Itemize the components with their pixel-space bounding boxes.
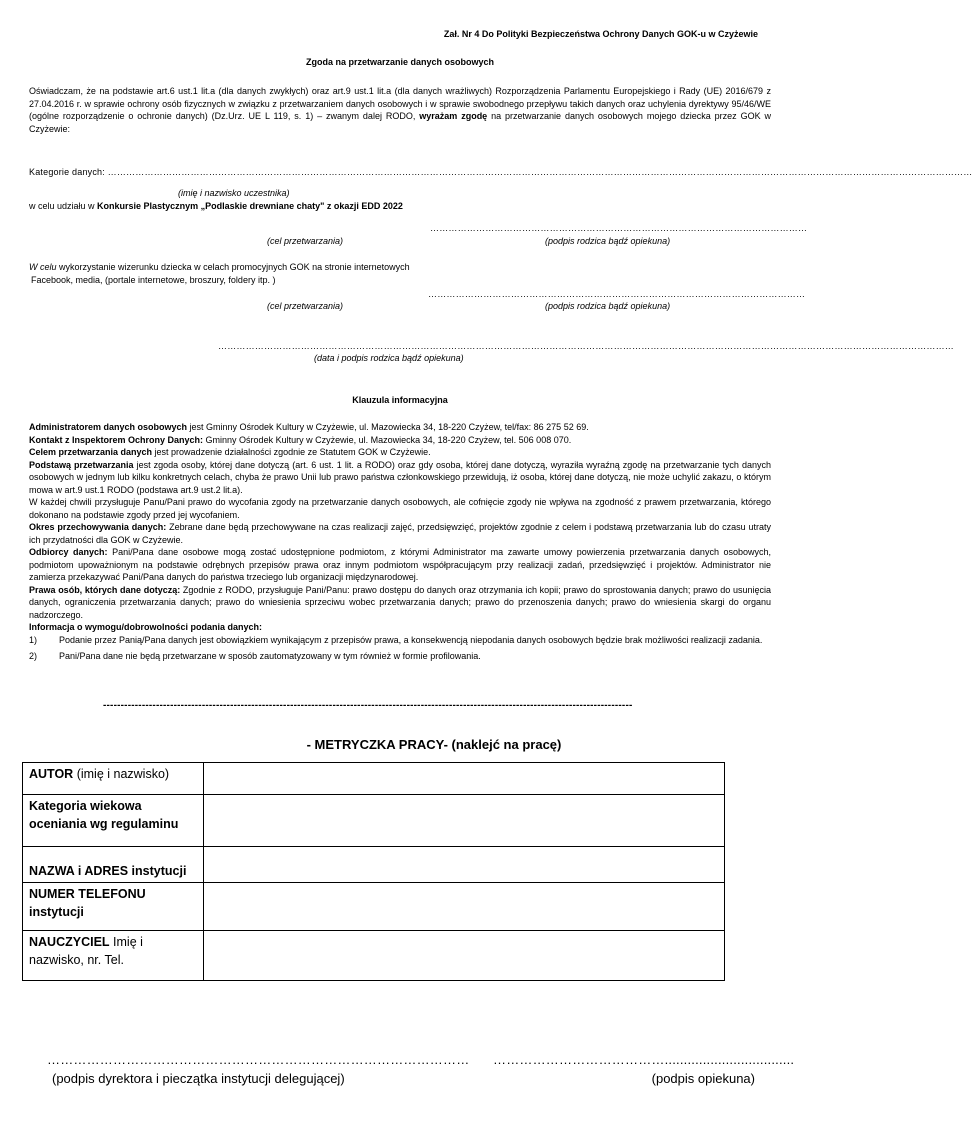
separator-line: ------------------------------------------------------------------------------------------------------------------------------------------------------ — [103, 700, 633, 711]
consent-intro-bold: wyrażam zgodę — [419, 111, 488, 121]
clause-item-1-num: 1) — [29, 634, 38, 645]
clause-item-2 — [29, 650, 771, 663]
clause-item-2-num: 2) — [29, 651, 38, 661]
signature-dots-1: …………………………………………………………………………………………………………… — [430, 223, 808, 233]
director-signature-dots: …………………………………………………………………………………… — [47, 1052, 470, 1067]
clause-basis-label: Podstawą przetwarzania — [29, 459, 134, 470]
clause-period-label: Okres przechowywania danych: — [29, 522, 167, 532]
clause-item-1 — [29, 634, 771, 647]
purpose-competition — [29, 200, 403, 213]
guardian-signature-dots: ………………………………….................................. — [493, 1052, 795, 1067]
director-signature-caption: (podpis dyrektora i pieczątka instytucji delegującej) — [52, 1071, 345, 1086]
purpose-competition-prefix: w celu udziału w — [29, 201, 98, 211]
signature-caption-2: (podpis rodzica bądź opiekuna) — [545, 301, 671, 311]
clause-goal-label: Celem przetwarzania danych — [29, 447, 153, 457]
date-signature-dots: …………………………………………………………………………………………………………………………………………………………………………………………………………………… — [218, 341, 954, 351]
clause-recipients — [29, 546, 771, 584]
clause-goal — [29, 446, 771, 459]
table-row — [23, 795, 725, 847]
purpose-caption-2: (cel przetwarzania) — [267, 301, 344, 311]
clause-basis — [29, 459, 771, 497]
age-category-label — [23, 795, 204, 847]
phone-field[interactable] — [204, 883, 725, 931]
consent-title: Zgoda na przetwarzanie danych osobowych — [305, 57, 495, 67]
age-category-field[interactable] — [204, 795, 725, 847]
purpose-image — [29, 261, 529, 286]
author-label — [23, 763, 204, 795]
date-signature-caption: (data i podpis rodzica bądź opiekuna) — [314, 353, 464, 363]
age-category-label-bold: Kategoria wiekowa oceniania wg regulaminu — [29, 799, 179, 831]
author-field[interactable] — [204, 763, 725, 795]
purpose-image-prefix: W celu — [29, 262, 57, 272]
table-row — [23, 847, 725, 883]
clause-recipients-label: Odbiorcy danych: — [29, 547, 108, 557]
participant-caption: (imię i nazwisko uczestnika) — [178, 188, 290, 198]
consent-intro-end: na przetwarzanie danych osobowych mojego dziecka przez GOK w Czyżewie: — [29, 111, 771, 134]
purpose-caption-1: (cel przetwarzania) — [267, 236, 344, 246]
clause-period-text: Zebrane dane będą przechowywane na czas realizacji zajęć, przedsięwzięć, projektów zgodnie z celem i podstawą przetwarzania lub do czasu utraty ich przydatności dla GOK w Czyżewie. — [29, 522, 771, 545]
clause-contact — [29, 434, 771, 447]
categories-label: Kategorie danych: — [29, 167, 108, 177]
purpose-competition-name: Konkursie Plastycznym „Podlaskie drewniane chaty" z okazji EDD 2022 — [97, 201, 403, 211]
clause-period — [29, 521, 771, 546]
teacher-label — [23, 931, 204, 981]
teacher-label-rest: Imię i nazwisko, nr. Tel. — [29, 935, 143, 967]
metryczka-title: - METRYCZKA PRACY- (naklejć na pracę) — [306, 737, 562, 752]
teacher-label-bold: NAUCZYCIEL — [29, 935, 110, 949]
clause-info-label: Informacja o wymogu/dobrowolności podania danych: — [29, 622, 263, 632]
categories-line — [29, 166, 972, 179]
signature-dots-2: …………………………………………………………………………………………………………… — [428, 289, 806, 299]
table-row — [23, 883, 725, 931]
guardian-signature-caption: (podpis opiekuna) — [651, 1071, 755, 1086]
annex-reference: Zał. Nr 4 Do Polityki Bezpieczeństwa Ochrony Danych GOK-u w Czyżewie — [443, 29, 758, 39]
clause-contact-text: Gminny Ośrodek Kultury w Czyżewie, ul. Mazowiecka 34, 18-220 Czyżew, tel. 506 008 070. — [203, 434, 572, 445]
phone-label — [23, 883, 204, 931]
consent-intro-text: Oświadczam, że na podstawie art.6 ust.1 lit.a (dla danych zwykłych) oraz art.9 ust.1 lit.a (dla danych wrażliwych) Rozporządzenia Parlamentu Europejskiego i Rady (UE) 2016/679 z 27.04.2016 r. w sprawie ochrony osób fizycznych w związku z przetwarzaniem danych osobowych i w sprawie swobodnego przepływu takich danych oraz uchylenia dyrektywy 95/46/WE (ogólne rozporządzenie o ochronie danych) (Dz.Urz. UE L 119, s. 1) – zwanym dalej RODO, — [29, 86, 771, 121]
clause-admin — [29, 421, 771, 434]
author-label-rest: (imię i nazwisko) — [73, 767, 170, 781]
phone-label-bold: NUMER TELEFONU instytucji — [29, 887, 146, 919]
clause-title: Klauzula informacyjna — [352, 395, 448, 405]
clause-basis-text: jest zgoda osoby, której dane dotyczą (art. 6 ust. 1 lit. a RODO) oraz gdy osoba, której dane dotyczą, wyraziła wyraźną zgodę na przetwarzanie tych danych osobowych w jednym lub kilku konkretnych celach, chyba że prawo Unii lub prawo państwa członkowskiego przewidują, iż osoba, której dane dotyczą, nie może uchylić zakazu, o którym mowa w art.9 ust.1 RODO (podstawa art.9 ust.2 lit.a). — [29, 459, 771, 495]
consent-intro — [29, 85, 771, 135]
metryczka-table — [22, 762, 725, 981]
clause-admin-text: jest Gminny Ośrodek Kultury w Czyżewie, ul. Mazowiecka 34, 18-220 Czyżew, tel/fax: 86 275 52 69. — [187, 422, 589, 432]
clause-withdraw: W każdej chwili przysługuje Panu/Pani prawo do wycofania zgody na przetwarzanie danych osobowych, ale cofnięcie zgody nie wpływa na zgodność z prawem przetwarzania, którego dokonano na podstawie zgody przed jej wycofaniem. — [29, 497, 771, 520]
author-label-bold: AUTOR — [29, 767, 74, 781]
table-row — [23, 931, 725, 981]
clause-rights-label: Prawa osób, których dane dotyczą: — [29, 584, 181, 595]
clause-item-1-text: Podanie przez Panią/Pana danych jest obowiązkiem wynikającym z przepisów prawa, a konsekwencją niepodania danych osobowych będzie brak możliwości realizacji zadania. — [59, 634, 763, 645]
clause-body — [29, 421, 771, 663]
institution-label-bold: NAZWA i ADRES instytucji — [29, 864, 187, 878]
clause-admin-label: Administratorem danych osobowych — [29, 422, 188, 432]
clause-item-2-text: Pani/Pana dane nie będą przetwarzane w sposób zautomatyzowany w tym również w formie profilowania. — [59, 651, 481, 661]
clause-contact-label: Kontakt z Inspektorem Ochrony Danych: — [29, 434, 204, 445]
institution-label — [23, 847, 204, 883]
categories-dots: ………………………………………………………………………………………………………………………………………………………………………………………………………………………………………………………… — [107, 167, 972, 177]
signature-caption-1: (podpis rodzica bądź opiekuna) — [545, 236, 671, 246]
table-row — [23, 763, 725, 795]
clause-rights — [29, 584, 771, 622]
purpose-image-line2: Facebook, media, (portale internetowe, broszury, foldery itp. ) — [31, 274, 276, 285]
clause-goal-text: jest prowadzenie działalności zgodnie ze Statutem GOK w Czyżewie. — [152, 447, 431, 457]
purpose-image-line1: wykorzystanie wizerunku dziecka w celach promocyjnych GOK na stronie internetowych — [56, 262, 410, 272]
clause-recipients-text: Pani/Pana dane osobowe mogą zostać udostępnione podmiotom, z którymi Administrator ma zawarte umowy powierzenia przetwarzania danych osobowych, podmiotom upoważnionym na podstawie odrębnych przepisów prawa oraz innym podmiotom współpracującym przy realizacji zadań, przedsięwzięć i projektów. Administrator nie zamierza przekazywać Pani/Pana danych do państwa trzeciego lub organizacji międzynarodowej. — [29, 547, 772, 582]
teacher-field[interactable] — [204, 931, 725, 981]
institution-field[interactable] — [204, 847, 725, 883]
clause-rights-text: Zgodnie z RODO, przysługuje Pani/Panu: prawo dostępu do danych oraz otrzymania ich kopii; prawo do sprostowania danych; prawo do usunięcia danych, ograniczenia przetwarzania danych; prawo do wniesienia sprzeciwu wobec przetwarzania danych; prawo do przenoszenia danych; prawo do wniesienia skargi do organu nadzorczego. — [29, 584, 771, 620]
